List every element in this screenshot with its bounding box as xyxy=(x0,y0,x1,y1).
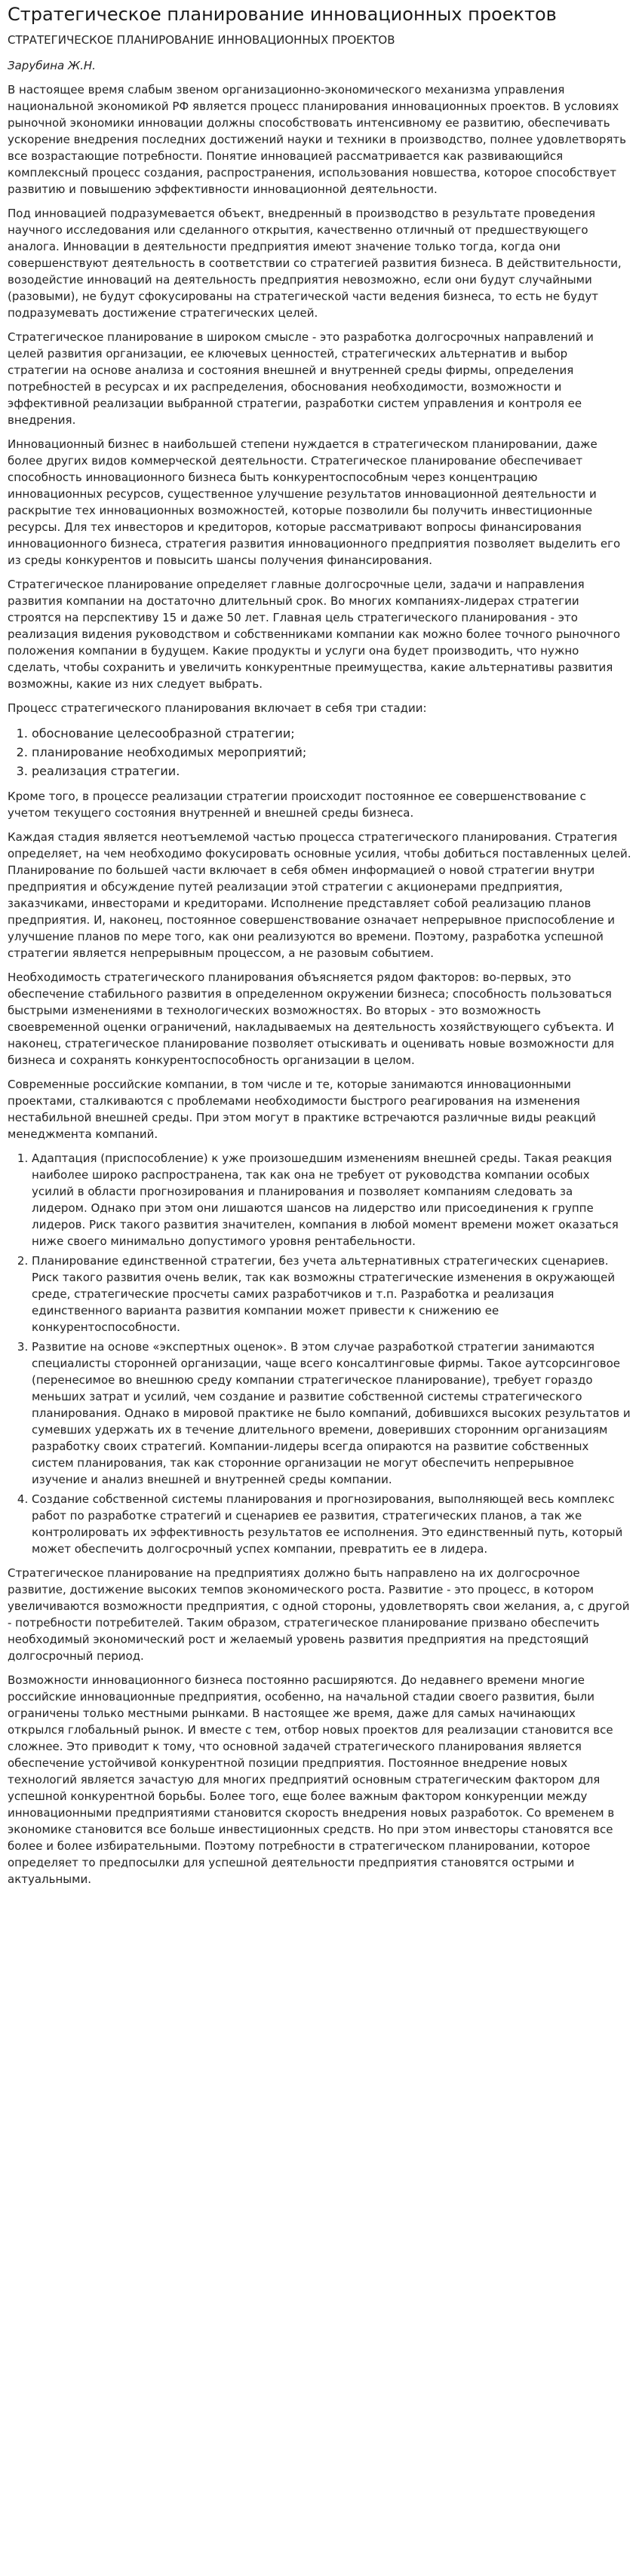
author-name: Зарубина Ж.Н. xyxy=(8,59,96,72)
paragraph: В настоящее время слабым звеном организационно-экономического механизма управления национальной экономикой РФ является процесс планирования инновационных проектов. В условиях рыночной экономики инновации должны способствовать интенсивному ее развитию, обеспечивать ускорение внедрения последних достижений науки и техники в производство, полнее удовлетворять все возрастающие потребности. Понятие инновацией рассматривается как развивающийся комплексный процесс создания, распространения, использования новшества, которое способствует развитию и повышению эффективности инновационной деятельности. xyxy=(8,83,626,196)
paragraph: Инновационный бизнес в наибольшей степени нуждается в стратегическом планировании, даже более других видов коммерческой деятельности. Стратегическое планирование обеспечивает способность инновационного бизнеса быть конкурентоспособным через концентрацию инновационных ресурсов, существенное улучшение результатов инновационной деятельности и раскрытие тех инновационных возможностей, которые позволили бы получить инвестиционные ресурсы. Для тех инвесторов и кредиторов, которые рассматривают вопросы финансирования инновационного бизнеса, стратегия развития инновационного предприятия позволяет выделить его из среды конкурентов и повысить шансы получения финансирования. xyxy=(8,437,621,567)
paragraph: Процесс стратегического планирования включает в себя три стадии: xyxy=(8,701,427,715)
paragraph: Кроме того, в процессе реализации стратегии происходит постоянное ее совершенствование с учетом текущего состояния внутренней и внешней среды бизнеса. xyxy=(8,790,586,820)
paragraph: Стратегическое планирование в широком смысле - это разработка долгосрочных направлений и целей развития организации, ее ключевых ценностей, стратегических альтернатив и выбор стратегии на основе анализа и состояния внешней и внутренней среды фирмы, определения потребностей в ресурсах и их распределения, обоснования необходимости, возможности и эффективной реализации выбранной стратегии, разработки систем управления и контроля ее внедрения. xyxy=(8,330,594,427)
list-item: 1. обоснование целесообразной стратегии; xyxy=(32,724,631,743)
list-item: 2. планирование необходимых мероприятий; xyxy=(32,743,631,762)
paragraph: Каждая стадия является неотъемлемой частью процесса стратегического планирования. Стратегия определяет, на чем необходимо фокусировать основные усилия, чтобы добиться поставленных целей. Планирование по большей части включает в себя обмен информацией о новой стратегии внутри предприятия и обсуждение путей реализации этой стратегии с акционерами предприятия, заказчиками, инвесторами и кредиторами. Исполнение представляет собой реализацию планов предприятия. И, наконец, постоянное совершенствование означает непрерывное приспособление и улучшение планов по мере того, как они реализуются во времени. Поэтому, разработка успешной стратегии является непрерывным процессом, а не разовым событием. xyxy=(8,830,631,960)
list-item: 1. Адаптация (приспособление) к уже произошедшим изменениям внешней среды. Такая реакция наиболее широко распространена, так как она не требует от руководства компании особых усилий в области прогнозирования и планирования и позволяет компаниям следовать за лидером. Однако при этом они лишаются шансов на лидерство или присоединения к группе лидеров. Риск такого развития значителен, компания в любой момент времени может оказаться ниже своего минимально допустимого уровня рентабельности. xyxy=(32,1150,631,1250)
reactions-list xyxy=(8,1150,631,1557)
stages-list xyxy=(8,724,631,780)
list-item: 3. реализация стратегии. xyxy=(32,762,631,780)
list-item: 3. Развитие на основе «экспертных оценок». В этом случае разработкой стратегии занимаются специалисты сторонней организации, чаще всего консалтинговые фирмы. Такое аутсорсинговое (перенесимое во внешнюю среду компании стратегическое планирование), требует гораздо меньших затрат и усилий, чем создание и развитие собственной системы стратегического планирования. Однако в мировой практике не было компаний, добившихся высоких результатов и сумевших удержать их в течение длительного времени, доверивших сторонним организациям разработку своих стратегий. Компании-лидеры всегда опираются на развитие собственных систем планирования, так как сторонние организации не могут обеспечить непрерывное изучение и анализ внешней и внутренней среды компании. xyxy=(32,1339,631,1488)
paragraph: Необходимость стратегического планирования объясняется рядом факторов: во-первых, это обеспечение стабильного развития в определенном окружении бизнеса; способность пользоваться быстрыми изменениями в технологических возможностях. Во вторых - это возможность своевременной оценки ограничений, накладываемых на деятельность хозяйствующего субъекта. И наконец, стратегическое планирование позволяет отыскивать и оценивать новые возможности для бизнеса и сохранять конкурентоспособность организации в целом. xyxy=(8,971,615,1067)
paragraph: Стратегическое планирование на предприятиях должно быть направлено на их долгосрочное развитие, достижение высоких темпов экономического роста. Развитие - это процесс, в котором увеличиваются возможности предприятия, с одной стороны, удовлетворять свои желания, а, с другой - потребности потребителей. Таким образом, стратегическое планирование призвано обеспечить необходимый экономический рост и желаемый уровень развития предприятия на предстоящий долгосрочный период. xyxy=(8,1566,630,1663)
paragraph: Под инновацией подразумевается объект, внедренный в производство в результате проведения научного исследования или сделанного открытия, качественно отличный от предшествующего аналога. Инновации в деятельности предприятия имеют значение только тогда, когда они совершенствуют деятельность в соответствии со стратегией развития бизнеса. В действительности, возодейстие инноваций на деятельность предприятия невозможно, если они будут случайными (разовыми), не будут сфокусированы на стратегической части ведения бизнеса, то есть не будут подразумевать достижение стратегических целей. xyxy=(8,207,622,320)
page-title: Стратегическое планирование инновационных проектов xyxy=(8,4,557,25)
paragraph: Возможности инновационного бизнеса постоянно расширяются. До недавнего времени многие российские инновационные предприятия, особенно, на начальной стадии своего развития, были ограничены только местными рынками. В настоящее же время, даже для самых начинающих открылся глобальный рынок. И вместе с тем, отбор новых проектов для реализации становится все сложнее. Это приводит к тому, что основной задачей стратегического планирования является обеспечение устойчивой конкурентной позиции предприятия. Постоянное внедрение новых технологий является зачастую для многих предприятий основным стратегическим фактором для успешной конкурентной борьбы. Более того, еще более важным фактором конкуренции между инновационными предприятиями становится скорость внедрения новых разработок. Со временем в экономике становится все больше инвестиционных средств. Но при этом инвесторы становятся все более и более избирательными. Поэтому потребности в стратегическом планировании, которое определяет то предпосылки для успешной деятельности предприятия становятся острыми и актуальными. xyxy=(8,1673,615,1886)
paragraph: Современные российские компании, в том числе и те, которые занимаются инновационными проектами, сталкиваются с проблемами необходимости быстрого реагирования на изменения нестабильной внешней среды. При этом могут в практике встречаются различные виды реакций менеджмента компаний. xyxy=(8,1078,596,1141)
article-subtitle: СТРАТЕГИЧЕСКОЕ ПЛАНИРОВАНИЕ ИННОВАЦИОННЫХ ПРОЕКТОВ xyxy=(8,33,395,47)
list-item: 2. Планирование единственной стратегии, без учета альтернативных стратегических сценариев. Риск такого развития очень велик, так как возможны стратегические изменения в окружающей среде, стратегические просчеты самих разработчиков и т.п. Разработка и реализация единственного варианта развития компании может привести к снижению ее конкурентоспособности. xyxy=(32,1253,631,1336)
paragraph: Стратегическое планирование определяет главные долгосрочные цели, задачи и направления развития компании на достаточно длительный срок. Во многих компаниях-лидерах стратегии строятся на перспективу 15 и даже 50 лет. Главная цель стратегического планирования - это реализация видения руководством и собственниками компании как можно более точного рыночного положения компании в будущем. Какие продукты и услуги она будет производить, что нужно сделать, чтобы сохранить и увеличить конкурентные преимущества, какие альтернативы развития возможны, какие из них следует выбрать. xyxy=(8,578,621,691)
list-item: 4. Создание собственной системы планирования и прогнозирования, выполняющей весь комплекс работ по разработке стратегий и сценариев ее развития, стратегических планов, а так же контролировать их эффективность результатов ее исполнения. Это единственный путь, который может обеспечить долгосрочный успех компании, превратить ее в лидера. xyxy=(32,1491,631,1557)
